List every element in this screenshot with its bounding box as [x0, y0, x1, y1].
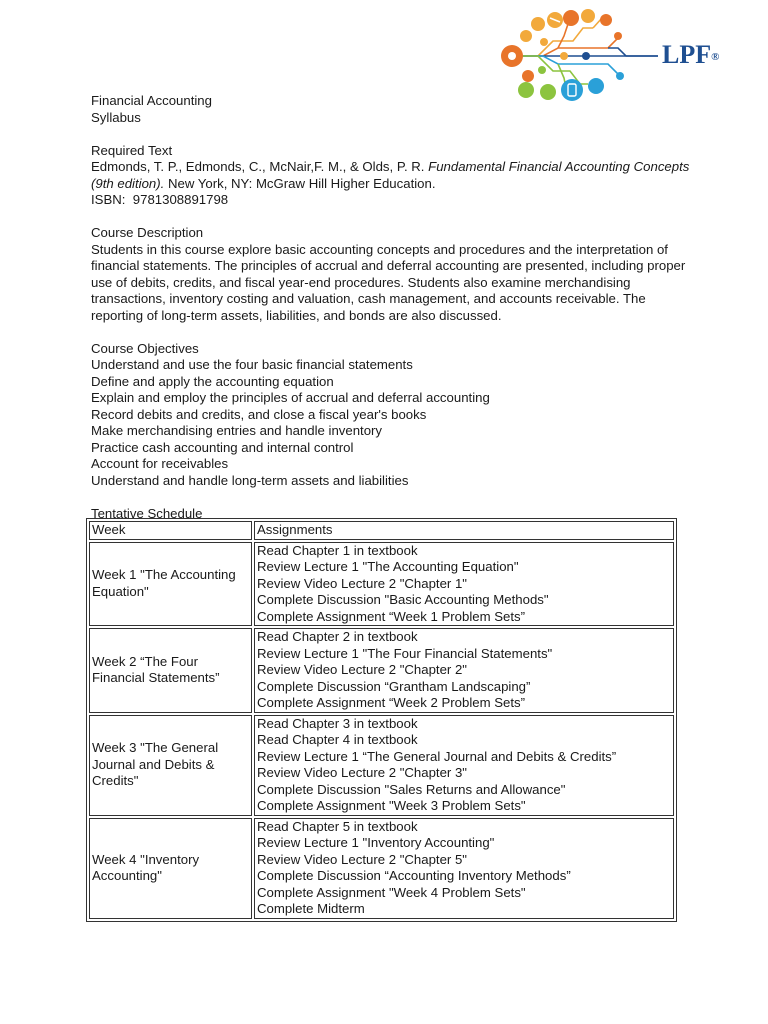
- assignments-cell: [254, 715, 674, 816]
- assignment-item: Review Video Lecture 2 "Chapter 3": [257, 765, 467, 780]
- assignment-item: Complete Discussion “Accounting Inventory Methods”: [257, 868, 571, 883]
- week-cell: Week 3 "The General Journal and Debits & Credits": [89, 715, 252, 816]
- week-cell: Week 2 “The Four Financial Statements”: [89, 628, 252, 713]
- table-row: [89, 628, 674, 713]
- table-header-row: [89, 521, 674, 540]
- objective-item: Understand and use the four basic financial statements: [91, 357, 413, 372]
- assignment-item: Complete Assignment "Week 3 Problem Sets": [257, 798, 526, 813]
- assignments-cell: [254, 542, 674, 627]
- isbn-label: ISBN:: [91, 192, 126, 207]
- assignment-item: Read Chapter 1 in textbook: [257, 542, 418, 558]
- citation-publisher: New York, NY: McGraw Hill Higher Education.: [167, 175, 436, 191]
- table-row: [89, 715, 674, 816]
- syllabus-content: [91, 93, 691, 522]
- required-text-heading: Required Text: [91, 142, 173, 158]
- assignments-cell: [254, 818, 674, 919]
- assignment-item: Complete Discussion "Sales Returns and Allowance": [257, 781, 566, 797]
- required-text-citation: [91, 159, 691, 192]
- schedule-label: Tentative Schedule: [91, 505, 203, 521]
- logo-text: LPF: [662, 40, 712, 69]
- header-assignments: Assignments: [254, 521, 674, 540]
- table-row: [89, 542, 674, 627]
- assignment-item: Complete Assignment “Week 2 Problem Sets”: [257, 695, 526, 710]
- objectives-heading: Course Objectives: [91, 340, 199, 356]
- citation-authors: Edmonds, T. P., Edmonds, C., McNair,F. M., & Olds, P. R.: [91, 159, 425, 174]
- header-week: Week: [89, 521, 252, 540]
- logo-registered-mark: ®: [711, 51, 720, 64]
- assignment-item: Review Video Lecture 2 "Chapter 2": [257, 662, 467, 677]
- citation-book-title: Fundamental Financial Accounting Concepts (9th edition).: [91, 159, 690, 191]
- week-cell: Week 4 "Inventory Accounting": [89, 818, 252, 919]
- lpf-logo: [498, 6, 734, 106]
- assignment-item: Review Lecture 1 “The General Journal and Debits & Credits”: [257, 748, 617, 764]
- description-heading: Course Description: [91, 225, 204, 240]
- assignment-item: Review Video Lecture 2 "Chapter 1": [257, 575, 467, 591]
- doc-title: Financial Accounting: [91, 93, 212, 108]
- assignment-item: Read Chapter 5 in textbook: [257, 818, 418, 834]
- assignment-item: Read Chapter 2 in textbook: [257, 629, 418, 644]
- assignment-item: Read Chapter 4 in textbook: [257, 732, 418, 747]
- week-cell: Week 1 "The Accounting Equation": [89, 542, 252, 627]
- assignment-item: Complete Discussion "Basic Accounting Methods": [257, 592, 549, 607]
- isbn-value: 9781308891798: [132, 192, 229, 207]
- objective-item: Record debits and credits, and close a fiscal year's books: [91, 406, 427, 422]
- assignment-item: Review Lecture 1 "Inventory Accounting": [257, 835, 495, 850]
- schedule-table: [86, 518, 677, 922]
- objective-item: Make merchandising entries and handle inventory: [91, 423, 383, 438]
- assignments-cell: [254, 628, 674, 713]
- objective-item: Understand and handle long-term assets and liabilities: [91, 472, 409, 488]
- objective-item: Define and apply the accounting equation: [91, 373, 334, 389]
- objective-item: Practice cash accounting and internal control: [91, 439, 354, 455]
- assignment-item: Review Video Lecture 2 "Chapter 5": [257, 851, 467, 867]
- assignment-item: Complete Assignment "Week 4 Problem Sets": [257, 884, 526, 900]
- assignment-item: Complete Discussion “Grantham Landscaping”: [257, 678, 531, 694]
- logo-wordmark: [662, 40, 719, 72]
- isbn-line: [91, 192, 691, 209]
- assignment-item: Review Lecture 1 "The Accounting Equation": [257, 559, 519, 574]
- description-text: Students in this course explore basic accounting concepts and procedures and the interpretation of financial statements. The principles of accrual and deferral accounting are presented, including proper use of debits, credits, and fiscal year-end procedures. Students also examine merchandising transactions, inventory costing and valuation, cash management, and accounts receivable. The reporting of long-term assets, liabilities, and bonds are also discussed.: [91, 241, 686, 323]
- assignment-item: Complete Assignment “Week 1 Problem Sets”: [257, 608, 526, 624]
- objective-item: Account for receivables: [91, 456, 229, 471]
- assignment-item: Review Lecture 1 "The Four Financial Statements": [257, 645, 553, 661]
- assignment-item: Complete Midterm: [257, 901, 365, 916]
- objective-item: Explain and employ the principles of accrual and deferral accounting: [91, 390, 490, 405]
- assignment-item: Read Chapter 3 in textbook: [257, 715, 418, 731]
- doc-subtitle: Syllabus: [91, 109, 141, 125]
- table-row: [89, 818, 674, 919]
